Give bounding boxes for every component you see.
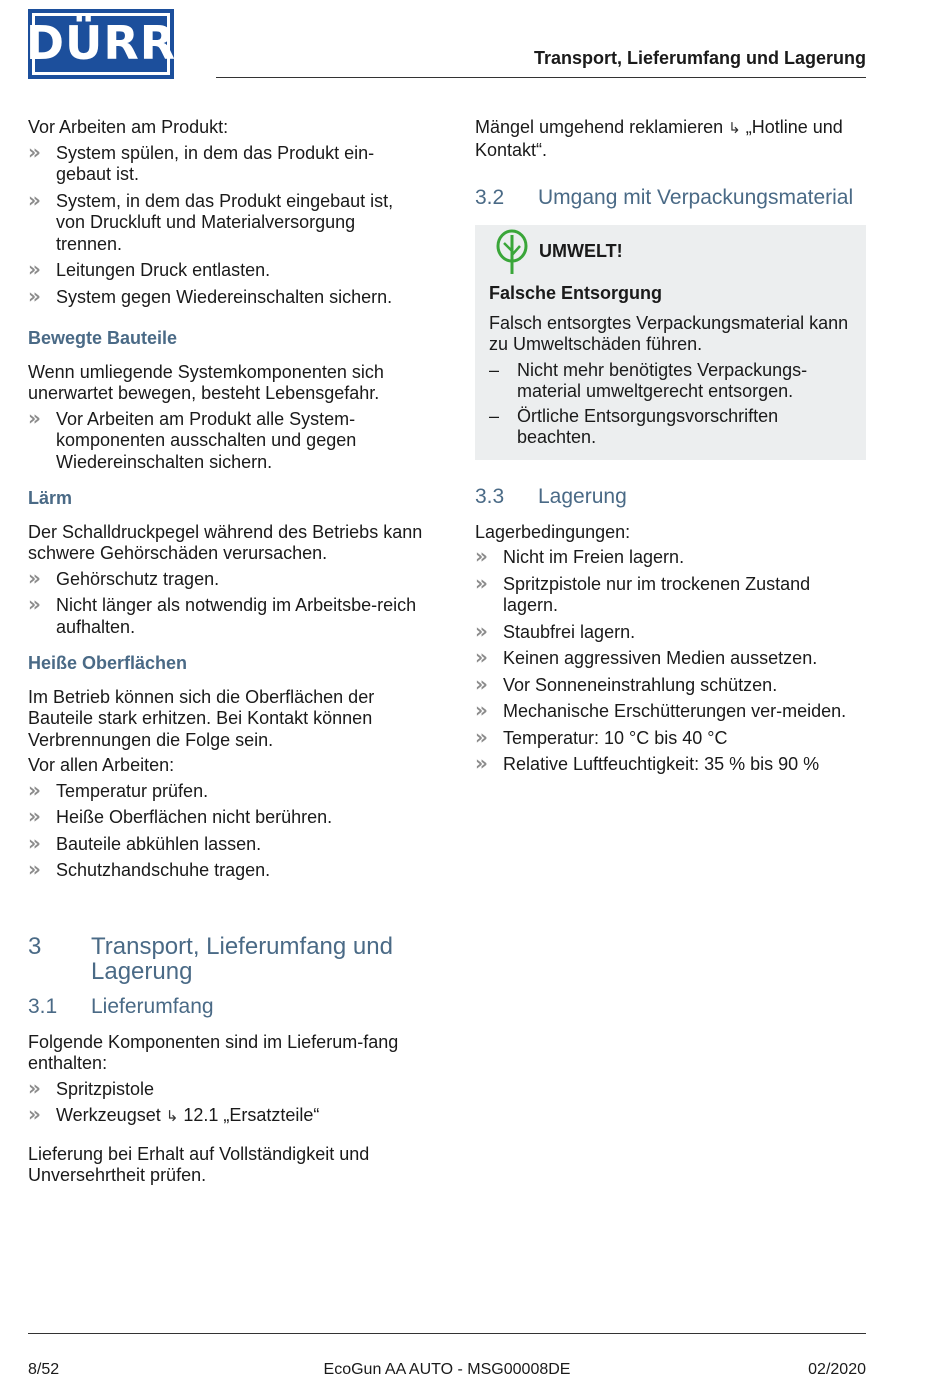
list-item: » Bauteile abkühlen lassen.	[28, 830, 262, 855]
bullet-icon: »	[28, 565, 41, 590]
subheading-noise: Lärm	[28, 488, 73, 508]
subheading-moving-parts: Bewegte Bauteile	[28, 328, 178, 348]
cross-reference-link[interactable]: 12.1 „Ersatzteile“	[178, 1105, 320, 1125]
footer-divider	[28, 1333, 866, 1334]
bullet-icon: »	[475, 618, 488, 643]
bullet-icon: »	[475, 751, 488, 775]
bullet-icon: »	[475, 544, 488, 568]
bullet-icon: »	[28, 1075, 41, 1100]
list-item: » Spritzpistole	[28, 1075, 155, 1100]
chapter-number: 3	[28, 932, 42, 960]
list-item: » Vor Sonneneinstrahlung schützen.	[475, 671, 778, 696]
right-column	[475, 117, 866, 781]
continued-text: Mängel umgehend reklamieren ↳ „Hotline und Kontakt“.	[475, 117, 843, 160]
hot-surfaces-text: Im Betrieb können sich die Oberflächen der Bauteile stark erhitzen. Bei Kontakt können Verbrennungen die Folge sein.	[28, 686, 375, 750]
section-heading-3-2	[475, 187, 866, 209]
list-item: – Nicht mehr benötigtes Verpackungs-material umweltgerecht entsorgen.	[489, 359, 808, 401]
document-date: 02/2020	[808, 1361, 866, 1378]
bullet-icon: »	[475, 570, 488, 595]
section-number: 3.2	[475, 186, 505, 209]
section-number: 3.3	[475, 484, 505, 508]
note-signal-word: UMWELT!	[539, 241, 623, 262]
list-item: » Spritzpistole nur im trockenen Zustand lagern.	[475, 570, 811, 615]
list-item: » Keinen aggressiven Medien aussetzen.	[475, 645, 818, 669]
list-item: » Nicht im Freien lagern.	[475, 544, 685, 568]
list-item: » Mechanische Erschütterungen ver-meiden.	[475, 698, 847, 722]
list-item: » Werkzeugset ↳ 12.1 „Ersatzteile“	[28, 1102, 320, 1126]
left-column	[28, 117, 423, 1191]
bullet-icon: »	[28, 1102, 41, 1126]
list-item: » Temperatur: 10 °C bis 40 °C	[475, 724, 728, 749]
list-item: » Gehörschutz tragen.	[28, 565, 220, 590]
section-title: Lieferumfang	[91, 994, 214, 1018]
note-title: Falsche Entsorgung	[489, 283, 663, 303]
cross-reference-link[interactable]: „Hotline und Kontakt“.	[475, 117, 843, 160]
bullet-icon: »	[475, 671, 488, 696]
page-number: 8/52	[28, 1361, 60, 1378]
bullet-icon: »	[28, 257, 41, 281]
chapter-title: Transport, Lieferumfang und Lagerung	[91, 932, 393, 985]
list-item: » Nicht länger als notwendig im Arbeitsbe-reich aufhalten.	[28, 592, 417, 637]
section-heading-3-1	[28, 996, 423, 1018]
document-id: EcoGun AA AUTO - MSG00008DE	[323, 1361, 571, 1378]
delivery-check-text: Lieferung bei Erhalt auf Vollständigkeit und Unversehrtheit prüfen.	[28, 1143, 370, 1185]
section-number: 3.1	[28, 994, 58, 1018]
environment-note	[475, 225, 866, 460]
duerr-logo	[25, 9, 177, 79]
dash-marker: –	[489, 405, 500, 426]
intro-text: Vor Arbeiten am Produkt:	[28, 117, 229, 137]
bullet-icon: »	[28, 187, 41, 212]
bullet-icon: »	[28, 283, 41, 308]
list-item: – Örtliche Entsorgungsvorschriften beachten.	[489, 405, 779, 447]
bullet-icon: »	[28, 804, 41, 828]
cross-reference-icon: ↳	[728, 119, 741, 137]
bullet-icon: »	[28, 777, 41, 802]
scope-text: Folgende Komponenten sind im Lieferum-fang enthalten:	[28, 1031, 399, 1073]
list-item: » Vor Arbeiten am Produkt alle System-komponenten ausschalten und gegen Wiedereinschalten sichern.	[28, 405, 357, 472]
cross-reference-icon: ↳	[165, 1107, 179, 1125]
list-item: » Temperatur prüfen.	[28, 777, 209, 802]
note-header	[489, 229, 852, 275]
note-text: Falsch entsorgtes Verpackungsmaterial kann zu Umweltschäden führen.	[489, 312, 849, 354]
list-item: » System spülen, in dem das Produkt ein-gebaut ist.	[28, 139, 375, 184]
subheading-hot-surfaces: Heiße Oberflächen	[28, 653, 188, 673]
bullet-icon: »	[28, 857, 41, 881]
list-item: » Schutzhandschuhe tragen.	[28, 857, 271, 881]
dash-marker: –	[489, 359, 500, 380]
tree-icon	[495, 229, 529, 275]
moving-parts-text: Wenn umliegende Systemkomponenten sich unerwartet bewegen, besteht Lebensgefahr.	[28, 361, 384, 403]
page-header-title: Transport, Lieferumfang und Lagerung	[533, 48, 866, 68]
noise-text: Der Schalldruckpegel während des Betriebs kann schwere Gehörschäden verursachen.	[28, 521, 423, 563]
storage-text: Lagerbedingungen:	[475, 521, 631, 542]
list-item: » Staubfrei lagern.	[475, 618, 636, 643]
logo-text: DÜRR	[32, 13, 170, 75]
section-title: Umgang mit Verpackungsmaterial	[538, 186, 854, 209]
bullet-icon: »	[475, 698, 488, 722]
bullet-icon: »	[28, 830, 41, 855]
section-title: Lagerung	[538, 484, 627, 508]
list-item: » Relative Luftfeuchtigkeit: 35 % bis 90 %	[475, 751, 820, 775]
list-item: » System, in dem das Produkt eingebaut ist, von Druckluft und Materialversorgung trennen.	[28, 187, 394, 254]
bullet-icon: »	[475, 645, 488, 669]
list-item: » System gegen Wiedereinschalten sichern.	[28, 283, 393, 308]
bullet-icon: »	[28, 405, 41, 430]
header-divider	[216, 77, 866, 78]
bullet-icon: »	[28, 139, 41, 164]
hot-surfaces-text-2: Vor allen Arbeiten:	[28, 755, 175, 775]
section-heading-3-3	[475, 486, 866, 508]
list-item: » Heiße Oberflächen nicht berühren.	[28, 804, 333, 828]
chapter-heading	[28, 934, 423, 984]
bullet-icon: »	[28, 592, 41, 616]
list-item: » Leitungen Druck entlasten.	[28, 257, 271, 281]
bullet-icon: »	[475, 724, 488, 749]
